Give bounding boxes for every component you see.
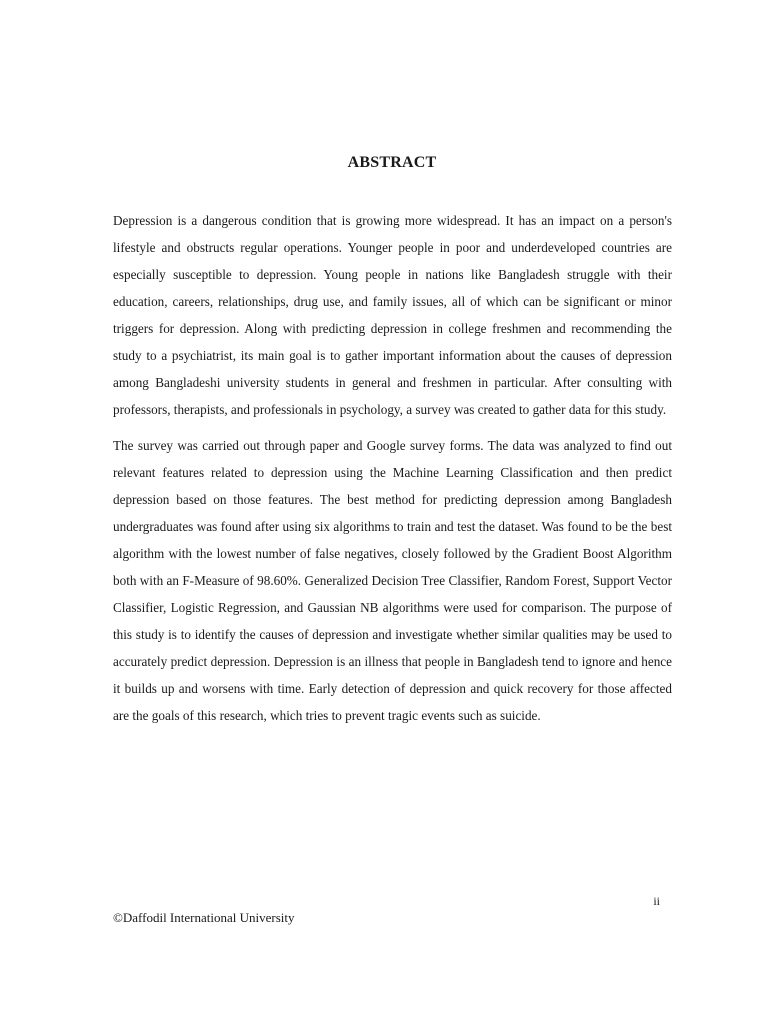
abstract-body: [113, 207, 672, 729]
abstract-paragraph-2: The survey was carried out through paper and Google survey forms. The data was analyzed to find out relevant features related to depression using the Machine Learning Classification and then predict depression based on those features. The best method for predicting depression among Bangladesh undergraduates was found after using six algorithms to train and test the dataset. Was found to be the best algorithm with the lowest number of false negatives, closely followed by the Gradient Boost Algorithm both with an F-Measure of 98.60%. Generalized Decision Tree Classifier, Random Forest, Support Vector Classifier, Logistic Regression, and Gaussian NB algorithms were used for comparison. The purpose of this study is to identify the causes of depression and investigate whether similar qualities may be used to accurately predict depression. Depression is an illness that people in Bangladesh tend to ignore and hence it builds up and worsens with time. Early detection of depression and quick recovery for those affected are the goals of this research, which tries to prevent tragic events such as suicide.: [113, 438, 672, 723]
page-title: ABSTRACT: [347, 154, 437, 171]
page-number: ii: [653, 894, 660, 908]
abstract-paragraph-1: Depression is a dangerous condition that is growing more widespread. It has an impact on a person's lifestyle and obstructs regular operations. Younger people in poor and underdeveloped countries are especially susceptible to depression. Young people in nations like Bangladesh struggle with their education, careers, relationships, drug use, and family issues, all of which can be significant or minor triggers for depression. Along with predicting depression in college freshmen and recommending the study to a psychiatrist, its main goal is to gather important information about the causes of depression among Bangladeshi university students in general and freshmen in particular. After consulting with professors, therapists, and professionals in psychology, a survey was created to gather data for this study.: [113, 213, 672, 417]
footer-copyright: ©Daffodil International University: [113, 910, 295, 925]
